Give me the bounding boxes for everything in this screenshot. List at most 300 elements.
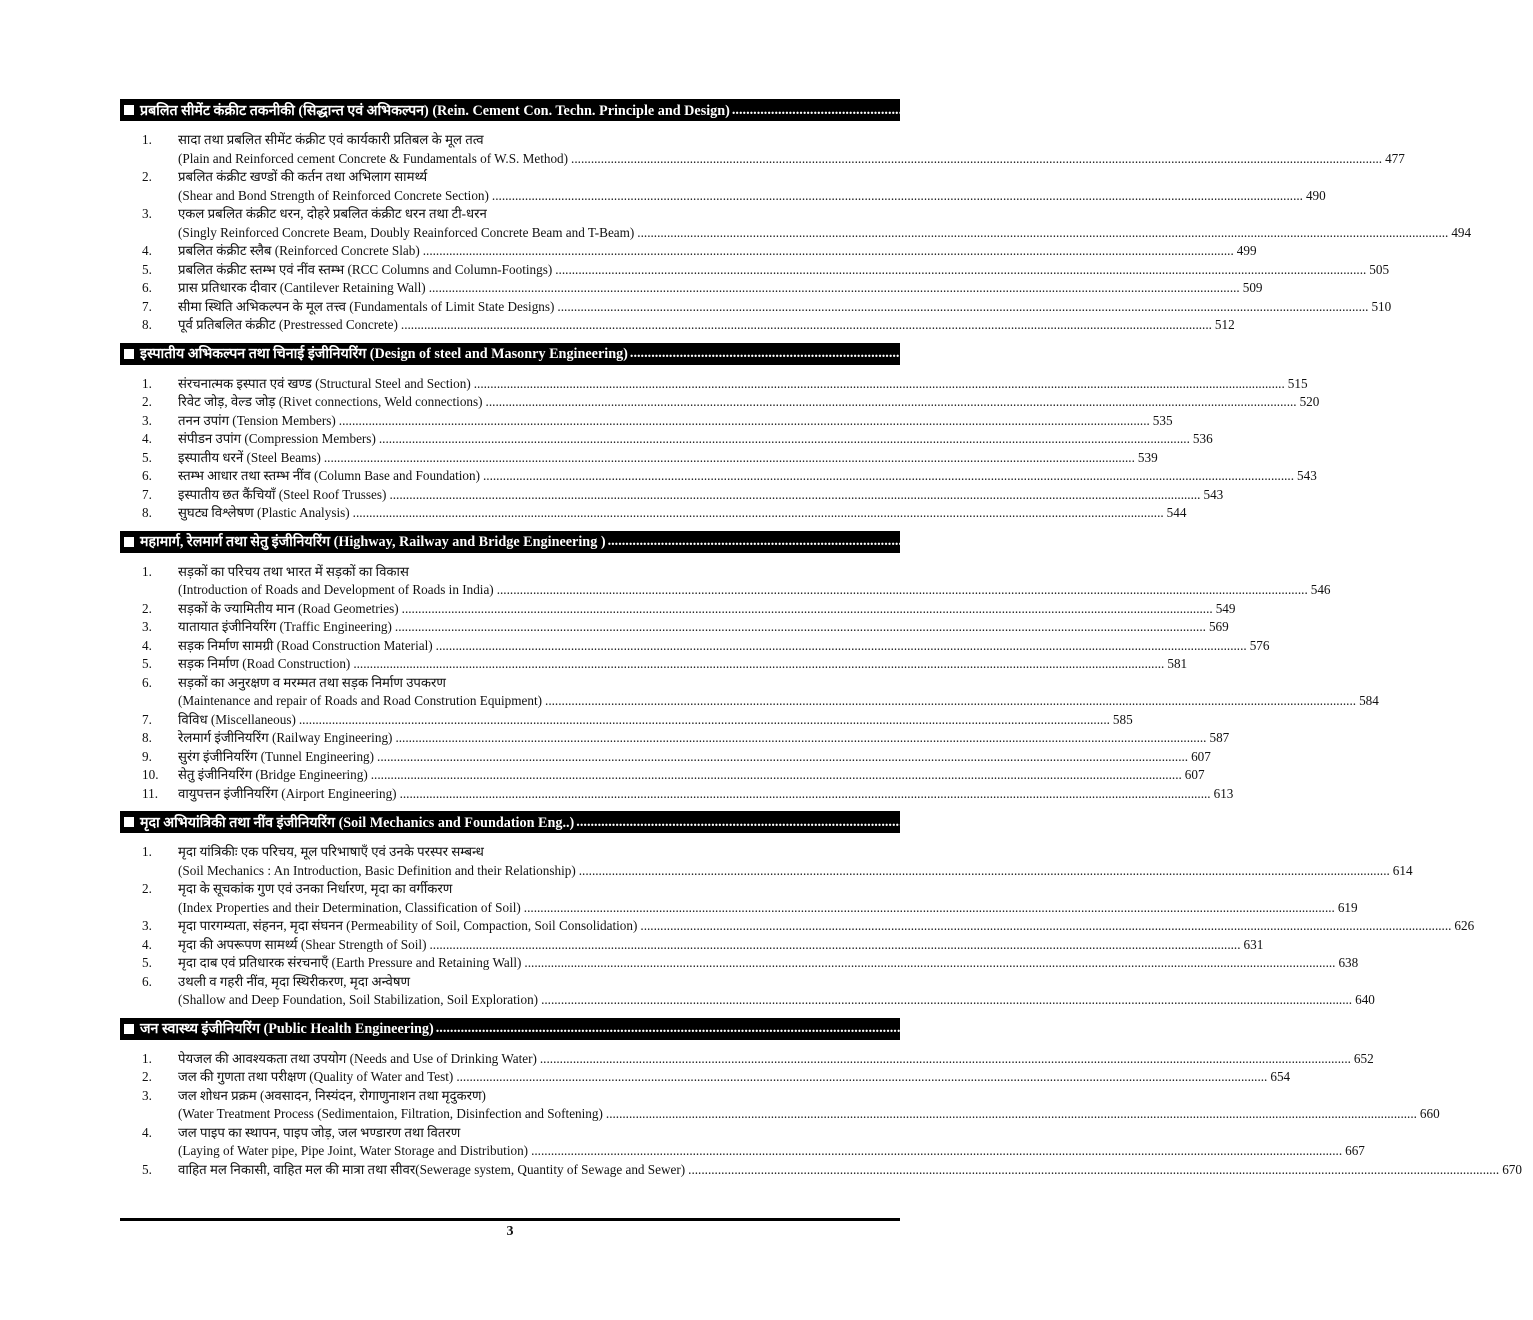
entry-title: इस्पातीय छत कैंचियाँ (Steel Roof Trusses) xyxy=(178,486,387,502)
entry-line xyxy=(178,316,1235,335)
toc-entry xyxy=(120,412,1173,431)
entry-page: 520 xyxy=(1299,394,1320,409)
dot-leader xyxy=(397,785,1214,804)
entry-page: 477 xyxy=(1385,150,1405,166)
entry-line xyxy=(178,449,1158,468)
entry-line xyxy=(178,766,1205,785)
toc-entry xyxy=(120,486,1224,505)
entry-line xyxy=(178,1142,1365,1161)
entry-number: 6. xyxy=(142,674,152,690)
entry-body xyxy=(178,261,1390,280)
entry-line xyxy=(178,748,1211,767)
entry-line xyxy=(178,637,1270,656)
entry-title: सड़क निर्माण सामग्री (Road Construction Material) xyxy=(178,637,433,653)
entry-subtitle: (Maintenance and repair of Roads and Road Constrution Equipment) xyxy=(178,693,543,708)
entry-page: 640 xyxy=(1355,992,1375,1007)
section-header xyxy=(120,1018,1234,1040)
entry-title: पूर्व प्रतिबलित कंक्रीट (Prestressed Concrete) xyxy=(178,317,398,332)
entry-page: 626 xyxy=(1454,918,1475,933)
toc-entry xyxy=(120,449,1158,468)
entry-body xyxy=(178,973,1375,1010)
dot-leader xyxy=(453,1068,1270,1087)
entry-number: 3. xyxy=(142,619,152,634)
entry-line xyxy=(178,1124,900,1143)
entry-body xyxy=(178,729,1230,748)
entry-line xyxy=(178,150,1405,169)
entry-title: रेलमार्ग इंजीनियरिंग (Railway Engineering) xyxy=(178,730,393,745)
entry-body xyxy=(178,316,1235,335)
toc-entry xyxy=(120,917,1475,936)
toc-entry xyxy=(120,298,1392,317)
entry-line xyxy=(178,729,1230,748)
entry-title: सीमा स्थिति अभिकल्पन के मूल तत्त्व (Fundamentals of Limit State Designs) xyxy=(178,298,555,314)
entry-page: 670 xyxy=(1502,1161,1522,1177)
dot-leader xyxy=(336,412,1153,431)
entry-page: 631 xyxy=(1243,936,1264,952)
entry-body xyxy=(178,655,1188,674)
entry-number: 8. xyxy=(142,730,152,745)
entry-line xyxy=(178,917,1475,936)
entry-page: 512 xyxy=(1214,317,1235,332)
entry-body xyxy=(178,449,1158,468)
section-title: जन स्वास्थ्य इंजीनियरिंग (Public Health Engineering) xyxy=(140,1021,434,1037)
dot-leader xyxy=(552,261,1369,280)
entry-body xyxy=(178,1124,1365,1161)
entry-number: 5. xyxy=(142,656,152,671)
entry-line xyxy=(178,581,1331,600)
entry-line xyxy=(178,242,1257,261)
entry-body xyxy=(178,168,1326,205)
entry-body xyxy=(178,242,1257,261)
entry-number: 1. xyxy=(142,1050,152,1066)
toc-entry xyxy=(120,393,1320,412)
dot-leader xyxy=(576,862,1393,881)
entry-number: 7. xyxy=(142,298,152,314)
entry-subtitle: (Shallow and Deep Foundation, Soil Stabilization, Soil Exploration) xyxy=(178,992,539,1007)
toc-entry xyxy=(120,1087,1440,1124)
entry-title: एकल प्रबलित कंक्रीट धरन, दोहरे प्रबलित कंक्रीट धरन तथा टी-धरन xyxy=(178,206,487,221)
entry-page: 619 xyxy=(1337,899,1358,915)
entry-list xyxy=(120,131,1472,335)
entry-body xyxy=(178,1068,1291,1087)
entry-body xyxy=(178,748,1211,767)
entry-number: 4. xyxy=(142,936,152,952)
entry-title: मृदा पारगम्यता, संहनन, मृदा संघनन (Permeability of Soil, Compaction, Soil Consolidation) xyxy=(178,918,638,933)
entry-body xyxy=(178,1087,1440,1124)
dot-leader xyxy=(426,279,1243,298)
entry-number: 4. xyxy=(142,431,152,446)
entry-subtitle: (Introduction of Roads and Development of Roads in India) xyxy=(178,582,494,597)
dot-leader xyxy=(399,600,1216,619)
section-header xyxy=(120,531,1406,553)
entry-number: 7. xyxy=(142,486,152,502)
entry-body xyxy=(178,843,1413,880)
toc-entry xyxy=(120,785,1234,804)
entry-number: 2. xyxy=(142,600,152,616)
entry-body xyxy=(178,637,1270,656)
section-title: इस्पातीय अभिकल्पन तथा चिनाई इंजीनियरिंग (Design of steel and Masonry Engineering) xyxy=(140,346,628,362)
dot-leader xyxy=(392,729,1209,748)
entry-line xyxy=(178,504,1187,523)
entry-page: 505 xyxy=(1369,261,1390,277)
entry-number: 3. xyxy=(142,918,152,933)
entry-title: मृदा के सूचकांक गुण एवं उनका निर्धारण, मृदा का वर्गीकरण xyxy=(178,881,453,896)
entry-line xyxy=(178,131,900,150)
entry-page: 667 xyxy=(1345,1143,1365,1158)
entry-body xyxy=(178,785,1234,804)
toc-entry xyxy=(120,674,1379,711)
toc-entry xyxy=(120,131,1405,168)
entry-number: 2. xyxy=(142,881,152,896)
dot-leader xyxy=(603,1105,1420,1124)
entry-page: 539 xyxy=(1137,449,1158,465)
entry-title: जल की गुणता तथा परीक्षण (Quality of Water and Test) xyxy=(178,1069,454,1084)
entry-page: 607 xyxy=(1191,748,1211,764)
entry-line xyxy=(178,187,1326,206)
entry-body xyxy=(178,600,1236,619)
entry-line xyxy=(178,393,1320,412)
entry-number: 6. xyxy=(142,468,152,483)
entry-body xyxy=(178,766,1205,785)
dot-leader xyxy=(537,1050,1354,1069)
entry-number: 4. xyxy=(142,1124,152,1140)
entry-number: 1. xyxy=(142,844,152,859)
dot-leader xyxy=(350,504,1167,523)
dot-leader xyxy=(471,375,1288,394)
entry-title: इस्पातीय धरनें (Steel Beams) xyxy=(178,449,321,465)
entry-subtitle: (Index Properties and their Determination, Classification of Soil) xyxy=(178,899,521,915)
entry-number: 9. xyxy=(142,748,152,764)
toc-entry xyxy=(120,1161,1522,1180)
entry-number: 2. xyxy=(142,394,152,409)
entry-line xyxy=(178,711,1133,730)
entry-page: 546 xyxy=(1310,582,1331,597)
entry-body xyxy=(178,504,1187,523)
entry-body xyxy=(178,917,1475,936)
toc-entry xyxy=(120,279,1263,298)
section-title: मृदा अभियांत्रिकी तथा नींव इंजीनियरिंग (Soil Mechanics and Foundation Eng..) xyxy=(140,814,575,831)
entry-page: 535 xyxy=(1152,412,1173,428)
entry-body xyxy=(178,954,1359,973)
entry-title: सड़कों का परिचय तथा भारत में सड़कों का विकास xyxy=(178,563,409,579)
dot-leader xyxy=(480,467,1297,486)
dot-leader xyxy=(538,991,1355,1010)
entry-body xyxy=(178,936,1264,955)
entry-number: 1. xyxy=(142,132,152,147)
entry-line xyxy=(178,486,1224,505)
dot-leader xyxy=(574,814,1326,831)
entry-title: मृदा की अपरूपण सामर्थ्य (Shear Strength of Soil) xyxy=(178,936,427,952)
entry-number: 10. xyxy=(142,767,159,782)
section-title: महामार्ग, रेलमार्ग तथा सेतु इंजीनियरिंग (Highway, Railway and Bridge Engineering ) xyxy=(140,534,606,550)
entry-page: 510 xyxy=(1371,298,1392,314)
entry-page: 614 xyxy=(1392,862,1413,878)
entry-title: सुघट्य विश्लेषण (Plastic Analysis) xyxy=(178,505,350,520)
entry-title: जल शोधन प्रक्रम (अवसादन, निस्यंदन, रोगाणुनाशन तथा मृदुकरण) xyxy=(178,1087,486,1103)
entry-list xyxy=(120,1050,1522,1180)
dot-leader xyxy=(489,187,1306,206)
entry-body xyxy=(178,1161,1522,1180)
toc-entry xyxy=(120,637,1270,656)
entry-number: 4. xyxy=(142,243,152,258)
entry-subtitle: (Plain and Reinforced cement Concrete & Fundamentals of W.S. Method) xyxy=(178,150,569,166)
entry-body xyxy=(178,711,1133,730)
toc-entry xyxy=(120,936,1264,955)
entry-page: 543 xyxy=(1203,486,1224,502)
entry-subtitle: (Laying of Water pipe, Pipe Joint, Water Storage and Distribution) xyxy=(178,1143,529,1158)
entry-page: 543 xyxy=(1297,468,1317,483)
entry-body xyxy=(178,618,1229,637)
entry-number: 4. xyxy=(142,637,152,653)
entry-title: उथली व गहरी नींव, मृदा स्थिरीकरण, मृदा अन्वेषण xyxy=(178,973,411,989)
dot-leader xyxy=(521,899,1338,918)
entry-title: सड़कों का अनुरक्षण व मरम्मत तथा सड़क निर्माण उपकरण xyxy=(178,674,446,690)
entry-title: वायुपत्तन इंजीनियरिंग (Airport Engineering) xyxy=(178,785,397,801)
entry-line xyxy=(178,954,1359,973)
dot-leader xyxy=(296,711,1113,730)
dot-leader xyxy=(606,533,1358,550)
entry-number: 2. xyxy=(142,1069,152,1084)
entry-title: जल पाइप का स्थापन, पाइप जोड़, जल भण्डारण तथा वितरण xyxy=(178,1124,461,1140)
entry-line xyxy=(178,298,1392,317)
toc-entry xyxy=(120,618,1229,637)
entry-number: 8. xyxy=(142,317,152,332)
entry-body xyxy=(178,205,1472,242)
entry-number: 5. xyxy=(142,261,152,277)
entry-subtitle: (Shear and Bond Strength of Reinforced Concrete Section) xyxy=(178,187,489,203)
toc-entry xyxy=(120,316,1235,335)
entry-body xyxy=(178,412,1173,431)
entry-title: प्रास प्रतिधारक दीवार (Cantilever Retaining Wall) xyxy=(178,280,426,295)
entry-number: 1. xyxy=(142,375,152,391)
entry-line xyxy=(178,973,900,992)
dot-leader xyxy=(386,486,1203,505)
entry-line xyxy=(178,692,1379,711)
entry-body xyxy=(178,486,1224,505)
entry-line xyxy=(178,991,1375,1010)
dot-leader xyxy=(392,618,1209,637)
entry-subtitle: (Water Treatment Process (Sedimentaion, Filtration, Disinfection and Softening) xyxy=(178,1106,603,1121)
footer-rule xyxy=(120,1218,900,1221)
toc-entry xyxy=(120,242,1257,261)
dot-leader xyxy=(374,748,1191,767)
section-page-range: 614-651 xyxy=(1326,813,1374,830)
entry-number: 6. xyxy=(142,973,152,989)
entry-title: सादा तथा प्रबलित सीमेंट कंक्रीट एवं कार्यकारी प्रतिबल के मूल तत्व xyxy=(178,132,484,147)
toc-entry xyxy=(120,563,1331,600)
dot-leader xyxy=(376,430,1193,449)
entry-number: 1. xyxy=(142,563,152,579)
page-number: 3 xyxy=(506,1224,514,1239)
toc-entry xyxy=(120,843,1413,880)
toc-entry xyxy=(120,1068,1291,1087)
entry-line xyxy=(178,674,900,693)
entry-title: सेतु इंजीनियरिंग (Bridge Engineering) xyxy=(178,767,368,782)
entry-page: 490 xyxy=(1305,187,1326,203)
entry-line xyxy=(178,862,1413,881)
square-bullet-icon xyxy=(124,105,134,115)
entry-line xyxy=(178,1161,1522,1180)
entry-body xyxy=(178,298,1392,317)
dot-leader xyxy=(433,637,1250,656)
dot-leader xyxy=(542,692,1359,711)
toc-entry xyxy=(120,729,1230,748)
entry-number: 3. xyxy=(142,1087,152,1103)
entry-line xyxy=(178,467,1317,486)
entry-number: 7. xyxy=(142,711,152,727)
entry-page: 585 xyxy=(1112,711,1133,727)
entry-title: पेयजल की आवश्यकता तथा उपयोग (Needs and Use of Drinking Water) xyxy=(178,1050,537,1066)
toc-entry xyxy=(120,766,1205,785)
entry-line xyxy=(178,279,1263,298)
entry-page: 509 xyxy=(1242,280,1263,295)
entry-page: 536 xyxy=(1192,431,1213,446)
section-page-range: 477-514 xyxy=(1482,101,1530,118)
entry-page: 549 xyxy=(1215,600,1236,616)
entry-body xyxy=(178,880,1358,917)
entry-page: 515 xyxy=(1287,375,1308,391)
dot-leader xyxy=(434,1020,1186,1037)
toc-entry xyxy=(120,375,1308,394)
toc-entry xyxy=(120,168,1326,205)
entry-line xyxy=(178,205,900,224)
square-bullet-icon xyxy=(124,349,134,359)
square-bullet-icon xyxy=(124,1024,134,1034)
dot-leader xyxy=(521,954,1338,973)
toc-entry xyxy=(120,430,1213,449)
dot-leader xyxy=(568,150,1385,169)
toc-entry xyxy=(120,655,1188,674)
entry-number: 3. xyxy=(142,206,152,221)
entry-line xyxy=(178,880,900,899)
entry-line xyxy=(178,785,1234,804)
entry-body xyxy=(178,375,1308,394)
entry-body xyxy=(178,1050,1374,1069)
entry-line xyxy=(178,655,1188,674)
entry-body xyxy=(178,563,1331,600)
dot-leader xyxy=(321,449,1138,468)
entry-page: 654 xyxy=(1270,1069,1291,1084)
entry-title: प्रबलित कंक्रीट स्तम्भ एवं नींव स्तम्भ (RCC Columns and Column-Footings) xyxy=(178,261,553,277)
entry-body xyxy=(178,430,1213,449)
section-page-range: 515-545 xyxy=(1380,345,1428,361)
entry-line xyxy=(178,563,900,582)
dot-leader xyxy=(628,345,1380,362)
entry-page: 607 xyxy=(1184,767,1205,782)
entry-title: वाहित मल निकासी, वाहित मल की मात्रा तथा सीवर(Sewerage system, Quantity of Sewage and Sewer) xyxy=(178,1161,686,1177)
entry-title: सड़क निर्माण (Road Construction) xyxy=(178,656,351,671)
dot-leader xyxy=(634,224,1451,243)
entry-body xyxy=(178,393,1320,412)
entry-page: 569 xyxy=(1208,619,1229,634)
entry-page: 581 xyxy=(1167,656,1188,671)
entry-number: 2. xyxy=(142,169,152,184)
entry-line xyxy=(178,1050,1374,1069)
entry-line xyxy=(178,224,1472,243)
entry-page: 638 xyxy=(1338,955,1359,970)
toc-entry xyxy=(120,954,1359,973)
entry-page: 499 xyxy=(1236,243,1257,258)
entry-line xyxy=(178,1105,1440,1124)
entry-title: रिवेट जोड़, वेल्ड जोड़ (Rivet connections, Weld connections) xyxy=(178,394,483,409)
entry-title: विविध (Miscellaneous) xyxy=(178,711,296,727)
entry-number: 6. xyxy=(142,280,152,295)
entry-line xyxy=(178,618,1229,637)
entry-line xyxy=(178,899,1358,918)
dot-leader xyxy=(637,917,1454,936)
toc-entry xyxy=(120,600,1236,619)
section-page-range: 546-613 xyxy=(1357,533,1406,549)
entry-page: 587 xyxy=(1209,730,1230,745)
dot-leader xyxy=(494,581,1311,600)
entry-list xyxy=(120,843,1475,1010)
entry-number: 5. xyxy=(142,955,152,970)
toc-entry xyxy=(120,205,1472,242)
entry-title: संपीडन उपांग (Compression Members) xyxy=(178,431,376,446)
entry-line xyxy=(178,600,1236,619)
entry-line xyxy=(178,430,1213,449)
entry-title: तनन उपांग (Tension Members) xyxy=(178,412,336,428)
entry-page: 544 xyxy=(1166,505,1187,520)
toc-entry xyxy=(120,880,1358,917)
entry-body xyxy=(178,279,1263,298)
entry-page: 576 xyxy=(1249,637,1270,653)
toc-entry xyxy=(120,1124,1365,1161)
entry-title: स्तम्भ आधार तथा स्तम्भ नींव (Column Base and Foundation) xyxy=(178,468,480,483)
dot-leader xyxy=(426,936,1243,955)
entry-title: मृदा दाब एवं प्रतिधारक संरचनाएँ (Earth Pressure and Retaining Wall) xyxy=(178,955,522,970)
entry-line xyxy=(178,261,1390,280)
section-header xyxy=(120,99,1530,121)
dot-leader xyxy=(554,298,1371,317)
dot-leader xyxy=(483,393,1300,412)
entry-line xyxy=(178,843,900,862)
dot-leader xyxy=(685,1161,1502,1180)
entry-title: मृदा यांत्रिकीः एक परिचय, मूल परिभाषाएँ एवं उनके परस्पर सम्बन्ध xyxy=(178,844,484,859)
toc-entry xyxy=(120,1050,1374,1069)
dot-leader xyxy=(350,655,1167,674)
entry-line xyxy=(178,1068,1291,1087)
toc-entry xyxy=(120,261,1390,280)
square-bullet-icon xyxy=(124,537,134,547)
entry-page: 584 xyxy=(1359,693,1379,708)
entry-page: 660 xyxy=(1419,1106,1440,1121)
entry-title: प्रबलित कंक्रीट स्लैब (Reinforced Concrete Slab) xyxy=(178,243,420,258)
entry-subtitle: (Singly Reinforced Concrete Beam, Doubly Reainforced Concrete Beam and T-Beam) xyxy=(178,224,635,240)
dot-leader xyxy=(528,1142,1345,1161)
entry-page: 494 xyxy=(1451,224,1472,240)
entry-number: 3. xyxy=(142,412,152,428)
entry-list xyxy=(120,563,1379,804)
section-header xyxy=(120,343,1428,365)
toc-entry xyxy=(120,748,1211,767)
toc-entry xyxy=(120,973,1375,1010)
entry-line xyxy=(178,168,900,187)
entry-body xyxy=(178,131,1405,168)
entry-list xyxy=(120,375,1320,523)
dot-leader xyxy=(368,766,1185,785)
entry-number: 8. xyxy=(142,505,152,520)
entry-subtitle: (Soil Mechanics : An Introduction, Basic Definition and their Relationship) xyxy=(178,862,576,878)
toc-entry xyxy=(120,504,1187,523)
entry-number: 11. xyxy=(142,785,158,801)
section-title: प्रबलित सीमेंट कंक्रीट तकनीकी (सिद्धान्त एवं अभिकल्पन) (Rein. Cement Con. Techn. Principle and Design) xyxy=(140,102,730,119)
entry-title: सड़कों के ज्यामितीय मान (Road Geometries) xyxy=(178,600,399,616)
entry-title: संरचनात्मक इस्पात एवं खण्ड (Structural Steel and Section) xyxy=(178,375,471,391)
section-page-range: 652-699 xyxy=(1186,1020,1234,1036)
entry-line xyxy=(178,1087,900,1106)
entry-title: प्रबलित कंक्रीट खण्डों की कर्तन तथा अभिलाग सामर्थ्य xyxy=(178,169,428,184)
